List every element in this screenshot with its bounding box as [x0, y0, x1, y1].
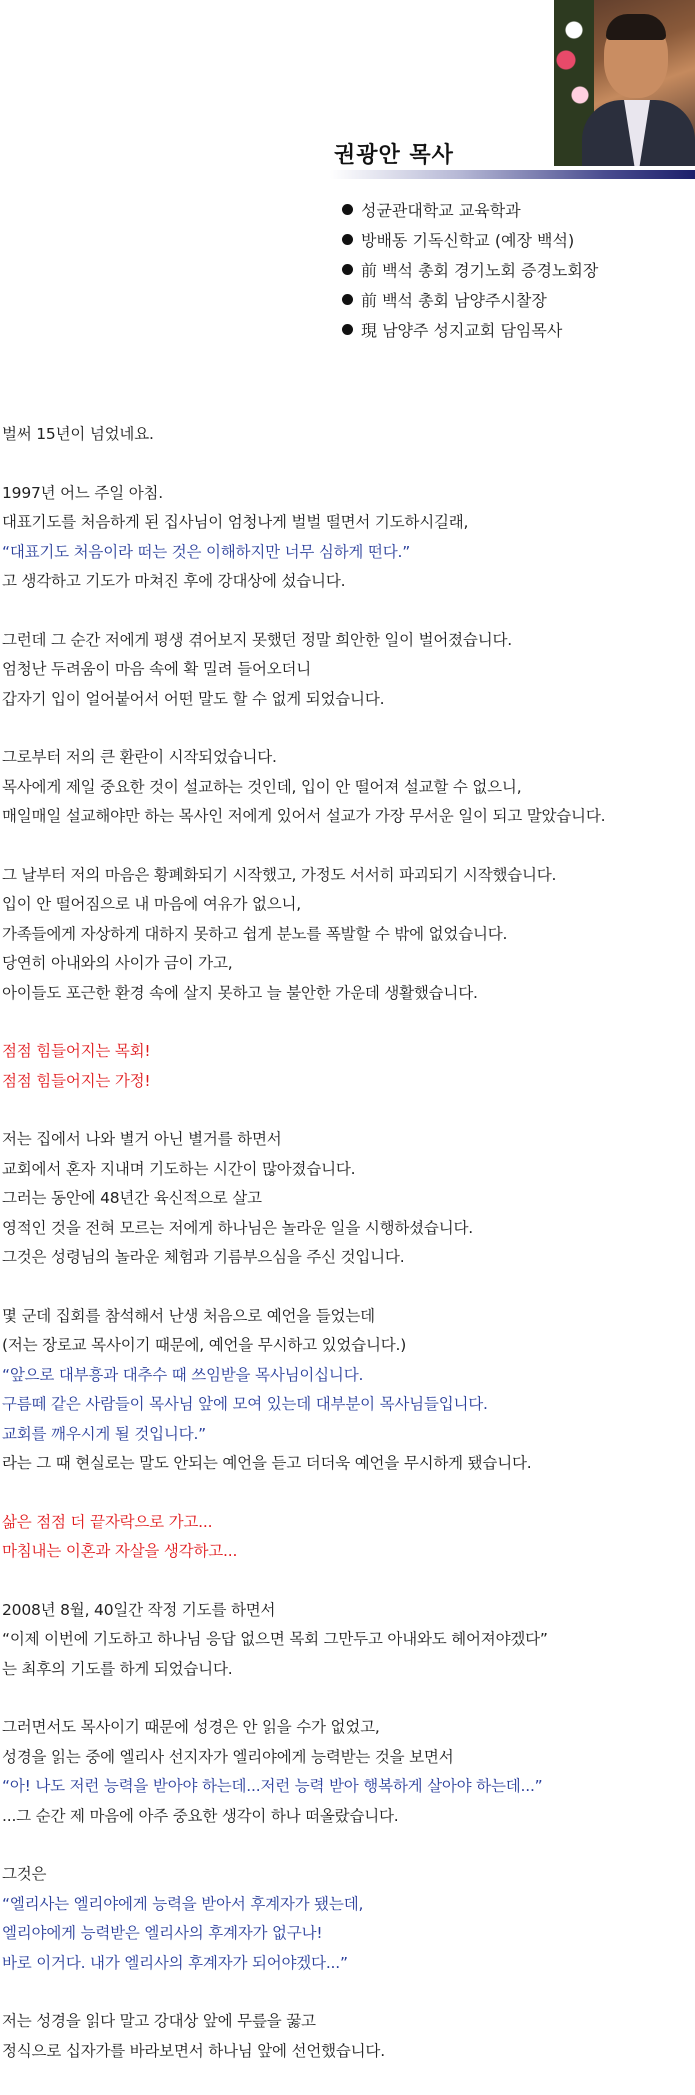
text-line: 그것은 [2, 1865, 47, 1883]
bio-text: 前 백석 총회 남양주시찰장 [361, 291, 547, 310]
text-line: 몇 군데 집회를 참석해서 난생 처음으로 예언을 들었는데 [2, 1306, 375, 1325]
text-line: 엄청난 두려움이 마음 속에 확 밀려 들어오더니 [2, 660, 312, 678]
quote-line: “대표기도 처음이라 떠는 것은 이해하지만 너무 심하게 떤다.” [2, 542, 411, 561]
text-line: 고 생각하고 기도가 마쳐진 후에 강대상에 섰습니다. [2, 572, 346, 590]
testimony-paragraph [2, 1713, 692, 1831]
bio-text: 現 남양주 성지교회 담임목사 [361, 321, 563, 340]
quote-line: 바로 이거다. 내가 엘리사의 후계자가 되어야겠다...” [2, 1953, 348, 1972]
testimony-paragraph [2, 743, 692, 832]
bullet-icon [342, 324, 353, 335]
profile-header [0, 0, 695, 340]
quote-line: “아! 나도 저런 능력을 받아야 하는데...저런 능력 받아 행복하게 살아야 하는데...” [2, 1777, 543, 1795]
text-line: “이제 이번에 기도하고 하나님 응답 없으면 목회 그만두고 아내와도 헤어져야겠다” [2, 1630, 548, 1648]
bullet-icon [342, 294, 353, 305]
testimony-paragraph [2, 1596, 692, 1685]
testimony-paragraph [2, 479, 692, 597]
bio-text: 성균관대학교 교육학과 [361, 201, 521, 220]
text-line: 2008년 8월, 40일간 작정 기도를 하면서 [2, 1600, 276, 1619]
bullet-icon [342, 204, 353, 215]
quote-line: “앞으로 대부흥과 대추수 때 쓰임받을 목사님이십니다. [2, 1365, 364, 1384]
quote-line: “엘리사는 엘리야에게 능력을 받아서 후계자가 됐는데, [2, 1894, 364, 1913]
testimony-paragraph [2, 1508, 692, 1567]
bio-item [342, 316, 598, 346]
text-line: 갑자기 입이 얼어붙어서 어떤 말도 할 수 없게 되었습니다. [2, 689, 385, 708]
bio-item [342, 286, 598, 316]
quote-line: 구름떼 같은 사람들이 목사님 앞에 모여 있는데 대부분이 목사님들입니다. [2, 1395, 488, 1413]
testimony-paragraph [2, 1302, 692, 1479]
text-line: 그러는 동안에 48년간 육신적으로 살고 [2, 1189, 262, 1207]
testimony-paragraph [2, 1037, 692, 1096]
bio-text: 방배동 기독신학교 (예장 백석) [361, 231, 575, 250]
testimony-paragraph [2, 2007, 692, 2066]
pastor-portrait-photo [554, 0, 695, 166]
text-line: 성경을 읽는 중에 엘리사 선지자가 엘리야에게 능력받는 것을 보면서 [2, 1747, 454, 1766]
text-line: 그것은 성령님의 놀라운 체험과 기름부으심을 주신 것입니다. [2, 1248, 405, 1266]
testimony-paragraph [2, 861, 692, 1009]
text-line: 벌써 15년이 넘었네요. [2, 425, 154, 443]
testimony-paragraph [2, 1860, 692, 1978]
text-line: 영적인 것을 전혀 모르는 저에게 하나님은 놀라운 일을 시행하셨습니다. [2, 1218, 473, 1237]
text-line: ...그 순간 제 마음에 아주 중요한 생각이 하나 떠올랐습니다. [2, 1806, 399, 1825]
testimony-paragraph [2, 1125, 692, 1273]
text-line: 저는 성경을 읽다 말고 강대상 앞에 무릎을 꿇고 [2, 2012, 316, 2030]
text-line: 그런데 그 순간 저에게 평생 겪어보지 못했던 정말 희안한 일이 벌어졌습니다. [2, 630, 512, 649]
bio-list [342, 196, 598, 346]
testimony-body [2, 420, 692, 2095]
text-line: 대표기도를 처음하게 된 집사님이 엄청나게 벌벌 떨면서 기도하시길래, [2, 513, 469, 531]
emphasis-line: 삶은 점점 더 끝자락으로 가고... [2, 1512, 213, 1531]
testimony-paragraph [2, 626, 692, 715]
text-line: 아이들도 포근한 환경 속에 살지 못하고 늘 불안한 가운데 생활했습니다. [2, 983, 478, 1002]
text-line: 교회에서 혼자 지내며 기도하는 시간이 많아졌습니다. [2, 1159, 356, 1178]
text-line: 매일매일 설교해야만 하는 목사인 저에게 있어서 설교가 가장 무서운 일이 되고 말았습니다. [2, 807, 606, 825]
text-line: 그로부터 저의 큰 환란이 시작되었습니다. [2, 748, 277, 766]
bio-item [342, 196, 598, 226]
portrait-hair [606, 14, 666, 40]
text-line: 입이 안 떨어짐으로 내 마음에 여유가 없으니, [2, 895, 302, 913]
text-line: 그러면서도 목사이기 때문에 성경은 안 읽을 수가 없었고, [2, 1718, 380, 1736]
text-line: (저는 장로교 목사이기 때문에, 예언을 무시하고 있었습니다.) [2, 1336, 407, 1354]
text-line: 1997년 어느 주일 아침. [2, 483, 163, 502]
bio-text: 前 백석 총회 경기노회 증경노회장 [361, 261, 599, 280]
emphasis-line: 마침내는 이혼과 자살을 생각하고... [2, 1542, 238, 1560]
text-line: 가족들에게 자상하게 대하지 못하고 쉽게 분노를 폭발할 수 밖에 없었습니다. [2, 924, 508, 943]
emphasis-line: 점점 힘들어지는 가정! [2, 1071, 151, 1090]
quote-line: 엘리야에게 능력받은 엘리사의 후계자가 없구나! [2, 1924, 323, 1942]
name-underline-gradient [330, 170, 695, 179]
text-line: 그 날부터 저의 마음은 황폐화되기 시작했고, 가정도 서서히 파괴되기 시작했습니다. [2, 865, 557, 884]
text-line: 라는 그 때 현실로는 말도 안되는 예언을 듣고 더더욱 예언을 무시하게 됐습니다. [2, 1454, 532, 1472]
bullet-icon [342, 234, 353, 245]
text-line: 는 최후의 기도를 하게 되었습니다. [2, 1659, 233, 1678]
text-line: 정식으로 십자가를 바라보면서 하나님 앞에 선언했습니다. [2, 2041, 385, 2060]
bio-item [342, 226, 598, 256]
bio-item [342, 256, 598, 286]
text-line: 목사에게 제일 중요한 것이 설교하는 것인데, 입이 안 떨어져 설교할 수 없으니, [2, 777, 522, 796]
emphasis-line: 점점 힘들어지는 목회! [2, 1042, 151, 1060]
bullet-icon [342, 264, 353, 275]
text-line: 당연히 아내와의 사이가 금이 가고, [2, 954, 233, 972]
testimony-paragraph [2, 420, 692, 450]
pastor-name: 권광안 목사 [334, 143, 454, 168]
text-line: 저는 집에서 나와 별거 아닌 별거를 하면서 [2, 1130, 282, 1148]
quote-line: 교회를 깨우시게 될 것입니다.” [2, 1424, 207, 1443]
